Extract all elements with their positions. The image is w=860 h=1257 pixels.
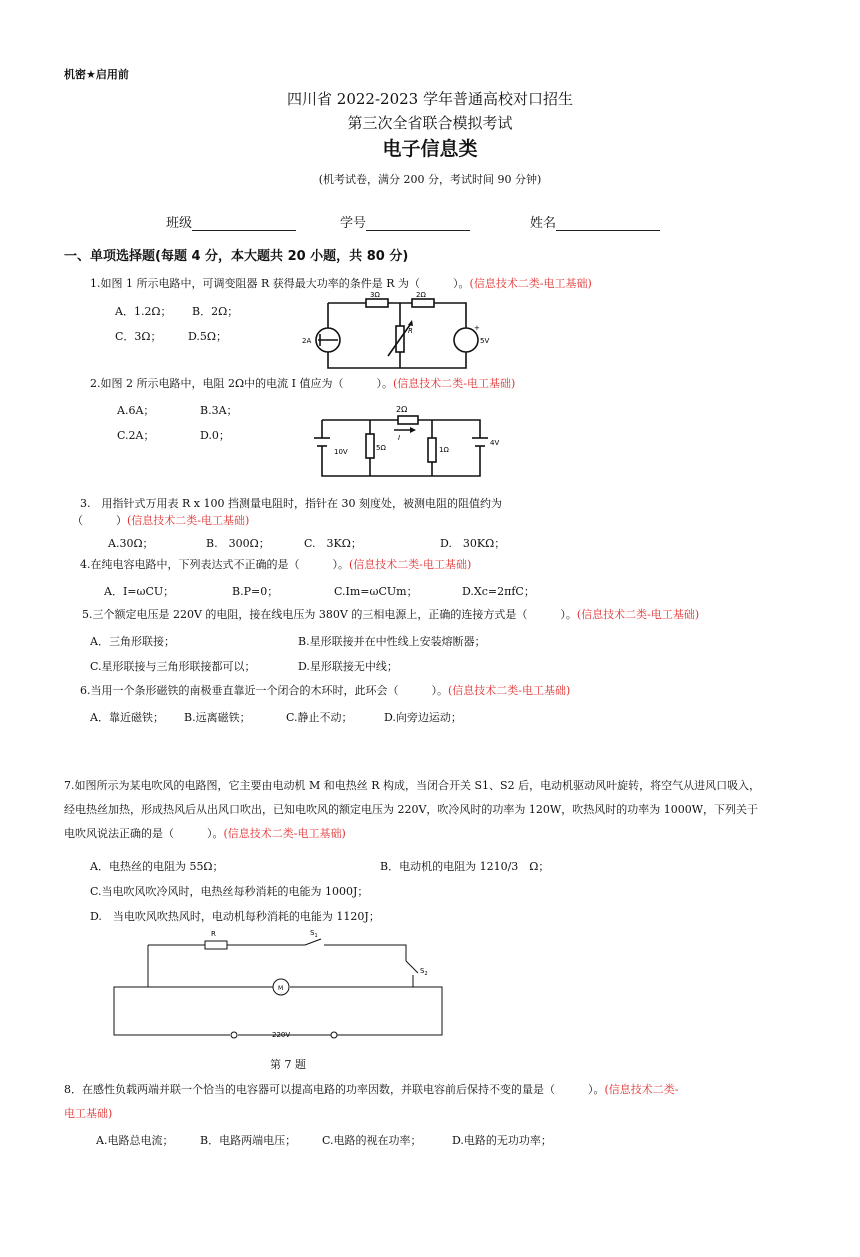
- fig7-motor-label: M: [278, 985, 284, 992]
- figure-7-circuit: [100, 925, 450, 1045]
- q6-option-a[interactable]: A．靠近磁铁；: [90, 711, 164, 724]
- fig2-r1-label: 5Ω: [376, 444, 386, 452]
- name-field[interactable]: [530, 212, 660, 231]
- confidential-mark: 机密★启用前: [64, 68, 129, 81]
- q1-option-d[interactable]: D.5Ω；: [188, 330, 228, 343]
- q5-option-d[interactable]: D.星形联接无中线；: [298, 660, 398, 673]
- q5-option-a[interactable]: A．三角形联接；: [90, 635, 175, 648]
- q6-option-d[interactable]: D.向旁边运动；: [384, 711, 462, 724]
- student-id-label: 学号: [340, 216, 367, 231]
- q8-option-d[interactable]: D.电路的无功功率；: [452, 1134, 552, 1147]
- q3-option-d[interactable]: D. 30KΩ；: [440, 537, 506, 550]
- fig7-s2-label: [420, 967, 428, 977]
- fig7-s2-subscript: 2: [424, 971, 428, 977]
- question-2-tag: (信息技术二类-电工基础): [392, 377, 516, 390]
- exam-title-line2: 第三次全省联合模拟考试: [347, 114, 513, 132]
- question-6-tag: (信息技术二类-电工基础): [448, 684, 571, 697]
- q5-option-c[interactable]: C.星形联接与三角形联接都可以；: [90, 660, 256, 673]
- q4-option-b[interactable]: B.P=0；: [232, 585, 279, 598]
- class-label: 班级: [166, 216, 193, 231]
- question-3-line2: [72, 513, 249, 528]
- figure-1-circuit: [300, 290, 500, 374]
- question-3-text: 3. 用指针式万用表 R x 100 挡测量电阻时，指针在 30 刻度处，被测电阻的阻值约为: [80, 497, 502, 510]
- question-5-tag: (信息技术二类-电工基础): [576, 608, 700, 621]
- q1-option-b[interactable]: B．2Ω；: [192, 305, 239, 318]
- figure-7-caption: 第 7 题: [270, 1058, 306, 1071]
- fig2-v2-label: 4V: [490, 439, 500, 447]
- question-4-tag: (信息技术二类-电工基础): [349, 558, 472, 571]
- question-3-paren: （ ）: [72, 514, 127, 527]
- fig7-s1-letter: S: [310, 929, 315, 937]
- q3-option-a[interactable]: A.30Ω；: [108, 537, 154, 550]
- q3-option-b[interactable]: B. 300Ω；: [206, 537, 270, 550]
- q1-option-a[interactable]: A．1.2Ω；: [115, 305, 172, 318]
- question-3-tag: (信息技术二类-电工基础): [127, 514, 250, 527]
- class-field[interactable]: [166, 212, 296, 231]
- question-2-text: 2.如图 2 所示电路中，电阻 2Ω中的电流 I 值应为（ ）。: [90, 377, 393, 390]
- q3-option-c[interactable]: C. 3KΩ；: [304, 537, 362, 550]
- q7-option-c[interactable]: C.当电吹风吹冷风时，电热丝每秒消耗的电能为 1000J；: [90, 885, 369, 898]
- question-8-tag-part2: 电工基础): [64, 1107, 113, 1120]
- q8-option-b[interactable]: B．电路两端电压；: [200, 1134, 297, 1147]
- q2-option-b[interactable]: B.3A；: [200, 404, 238, 417]
- question-1-text: 1.如图 1 所示电路中，可调变阻器 R 获得最大功率的条件是 R 为（ ）。: [90, 277, 470, 290]
- section-title: 一、单项选择题(每题 4 分，本大题共 20 小题，共 80 分): [64, 249, 409, 264]
- student-id-field[interactable]: [340, 212, 470, 231]
- fig7-s2-letter: S: [420, 967, 425, 975]
- question-7-tag: (信息技术二类-电工基础): [223, 827, 346, 840]
- exam-title-line1: 四川省 2022-2023 学年普通高校对口招生: [287, 90, 573, 108]
- q2-option-a[interactable]: A.6A；: [117, 404, 155, 417]
- name-label: 姓名: [530, 216, 557, 231]
- fig2-r-top-label: 2Ω: [396, 405, 408, 414]
- question-6-text: 6.当用一个条形磁铁的南极垂直靠近一个闭合的木环时，此环会（ ）。: [80, 684, 448, 697]
- fig1-r2-label: 2Ω: [416, 291, 426, 299]
- question-8-text: 8．在感性负载两端并联一个恰当的电容器可以提高电路的功率因数，并联电容前后保持不变的量是（ ）。: [64, 1083, 605, 1096]
- q5-option-b[interactable]: B.星形联接并在中性线上安装熔断器；: [298, 635, 486, 648]
- q1-option-c[interactable]: C．3Ω；: [115, 330, 162, 343]
- question-6: [80, 683, 570, 698]
- exam-note: (机考试卷，满分 200 分，考试时间 90 分钟): [318, 173, 542, 186]
- q2-option-d[interactable]: D.0；: [200, 429, 230, 442]
- question-4-text: 4.在纯电容电路中，下列表达式不正确的是（ ）。: [80, 558, 349, 571]
- figure-2-circuit: [312, 400, 502, 484]
- fig2-current-label: I: [398, 434, 401, 442]
- fig7-voltage-label: 220V: [272, 1031, 291, 1039]
- q8-option-a[interactable]: A.电路总电流；: [96, 1134, 174, 1147]
- question-1: [90, 276, 592, 291]
- question-1-tag: (信息技术二类-电工基础): [469, 277, 592, 290]
- fig7-resistor-label: R: [211, 930, 216, 938]
- fig1-plus-sign: +: [474, 324, 480, 332]
- fig1-r1-label: 3Ω: [370, 291, 380, 299]
- q4-option-d[interactable]: D.Xc=2πfC；: [462, 585, 535, 598]
- q8-option-c[interactable]: C.电路的视在功率；: [322, 1134, 422, 1147]
- fig2-v1-label: 10V: [334, 448, 348, 456]
- q4-option-a[interactable]: A．I=ωCU；: [104, 585, 175, 598]
- question-8-tag-part1: (信息技术二类-: [604, 1083, 679, 1096]
- fig7-s1-label: [310, 929, 318, 939]
- fig7-s1-subscript: 1: [314, 933, 318, 939]
- question-7: [64, 774, 768, 846]
- q6-option-b[interactable]: B.远离磁铁；: [184, 711, 251, 724]
- q7-option-b[interactable]: B．电动机的电阻为 1210/3 Ω；: [380, 860, 550, 873]
- question-2: [90, 376, 515, 391]
- fig1-variable-resistor-label: R: [408, 327, 413, 335]
- q7-option-a[interactable]: A．电热丝的电阻为 55Ω；: [90, 860, 224, 873]
- question-5-text: 5.三个额定电压是 220V 的电阻，接在线电压为 380V 的三相电源上，正确的连接方式是（ ）。: [82, 608, 577, 621]
- q7-option-d[interactable]: D. 当电吹风吹热风时，电动机每秒消耗的电能为 1120J；: [90, 910, 380, 923]
- q6-option-c[interactable]: C.静止不动；: [286, 711, 353, 724]
- question-7-text: 7.如图所示为某电吹风的电路图，它主要由电动机 M 和电热丝 R 构成，当闭合开关 S1、S2 后，电动机驱动风叶旋转，将空气从进风口吸入，经电热丝加热，形成热风后从出风口吹出，已知电吹风的额定电压为 220V，吹冷风时的功率为 120W，吹热风时的功率为 1000W，下列关于电吹风说法正确的是（ ）。: [64, 779, 761, 840]
- question-8: [64, 1082, 679, 1097]
- fig1-voltage-source-label: 5V: [480, 337, 490, 345]
- q2-option-c[interactable]: C.2A；: [117, 429, 155, 442]
- question-4: [80, 557, 471, 572]
- q4-option-c[interactable]: C.Im=ωCUm；: [334, 585, 418, 598]
- question-5: [82, 607, 699, 622]
- fig2-r2-label: 1Ω: [439, 446, 449, 454]
- exam-subject: 电子信息类: [382, 138, 478, 160]
- fig1-current-source-label: 2A: [302, 337, 312, 345]
